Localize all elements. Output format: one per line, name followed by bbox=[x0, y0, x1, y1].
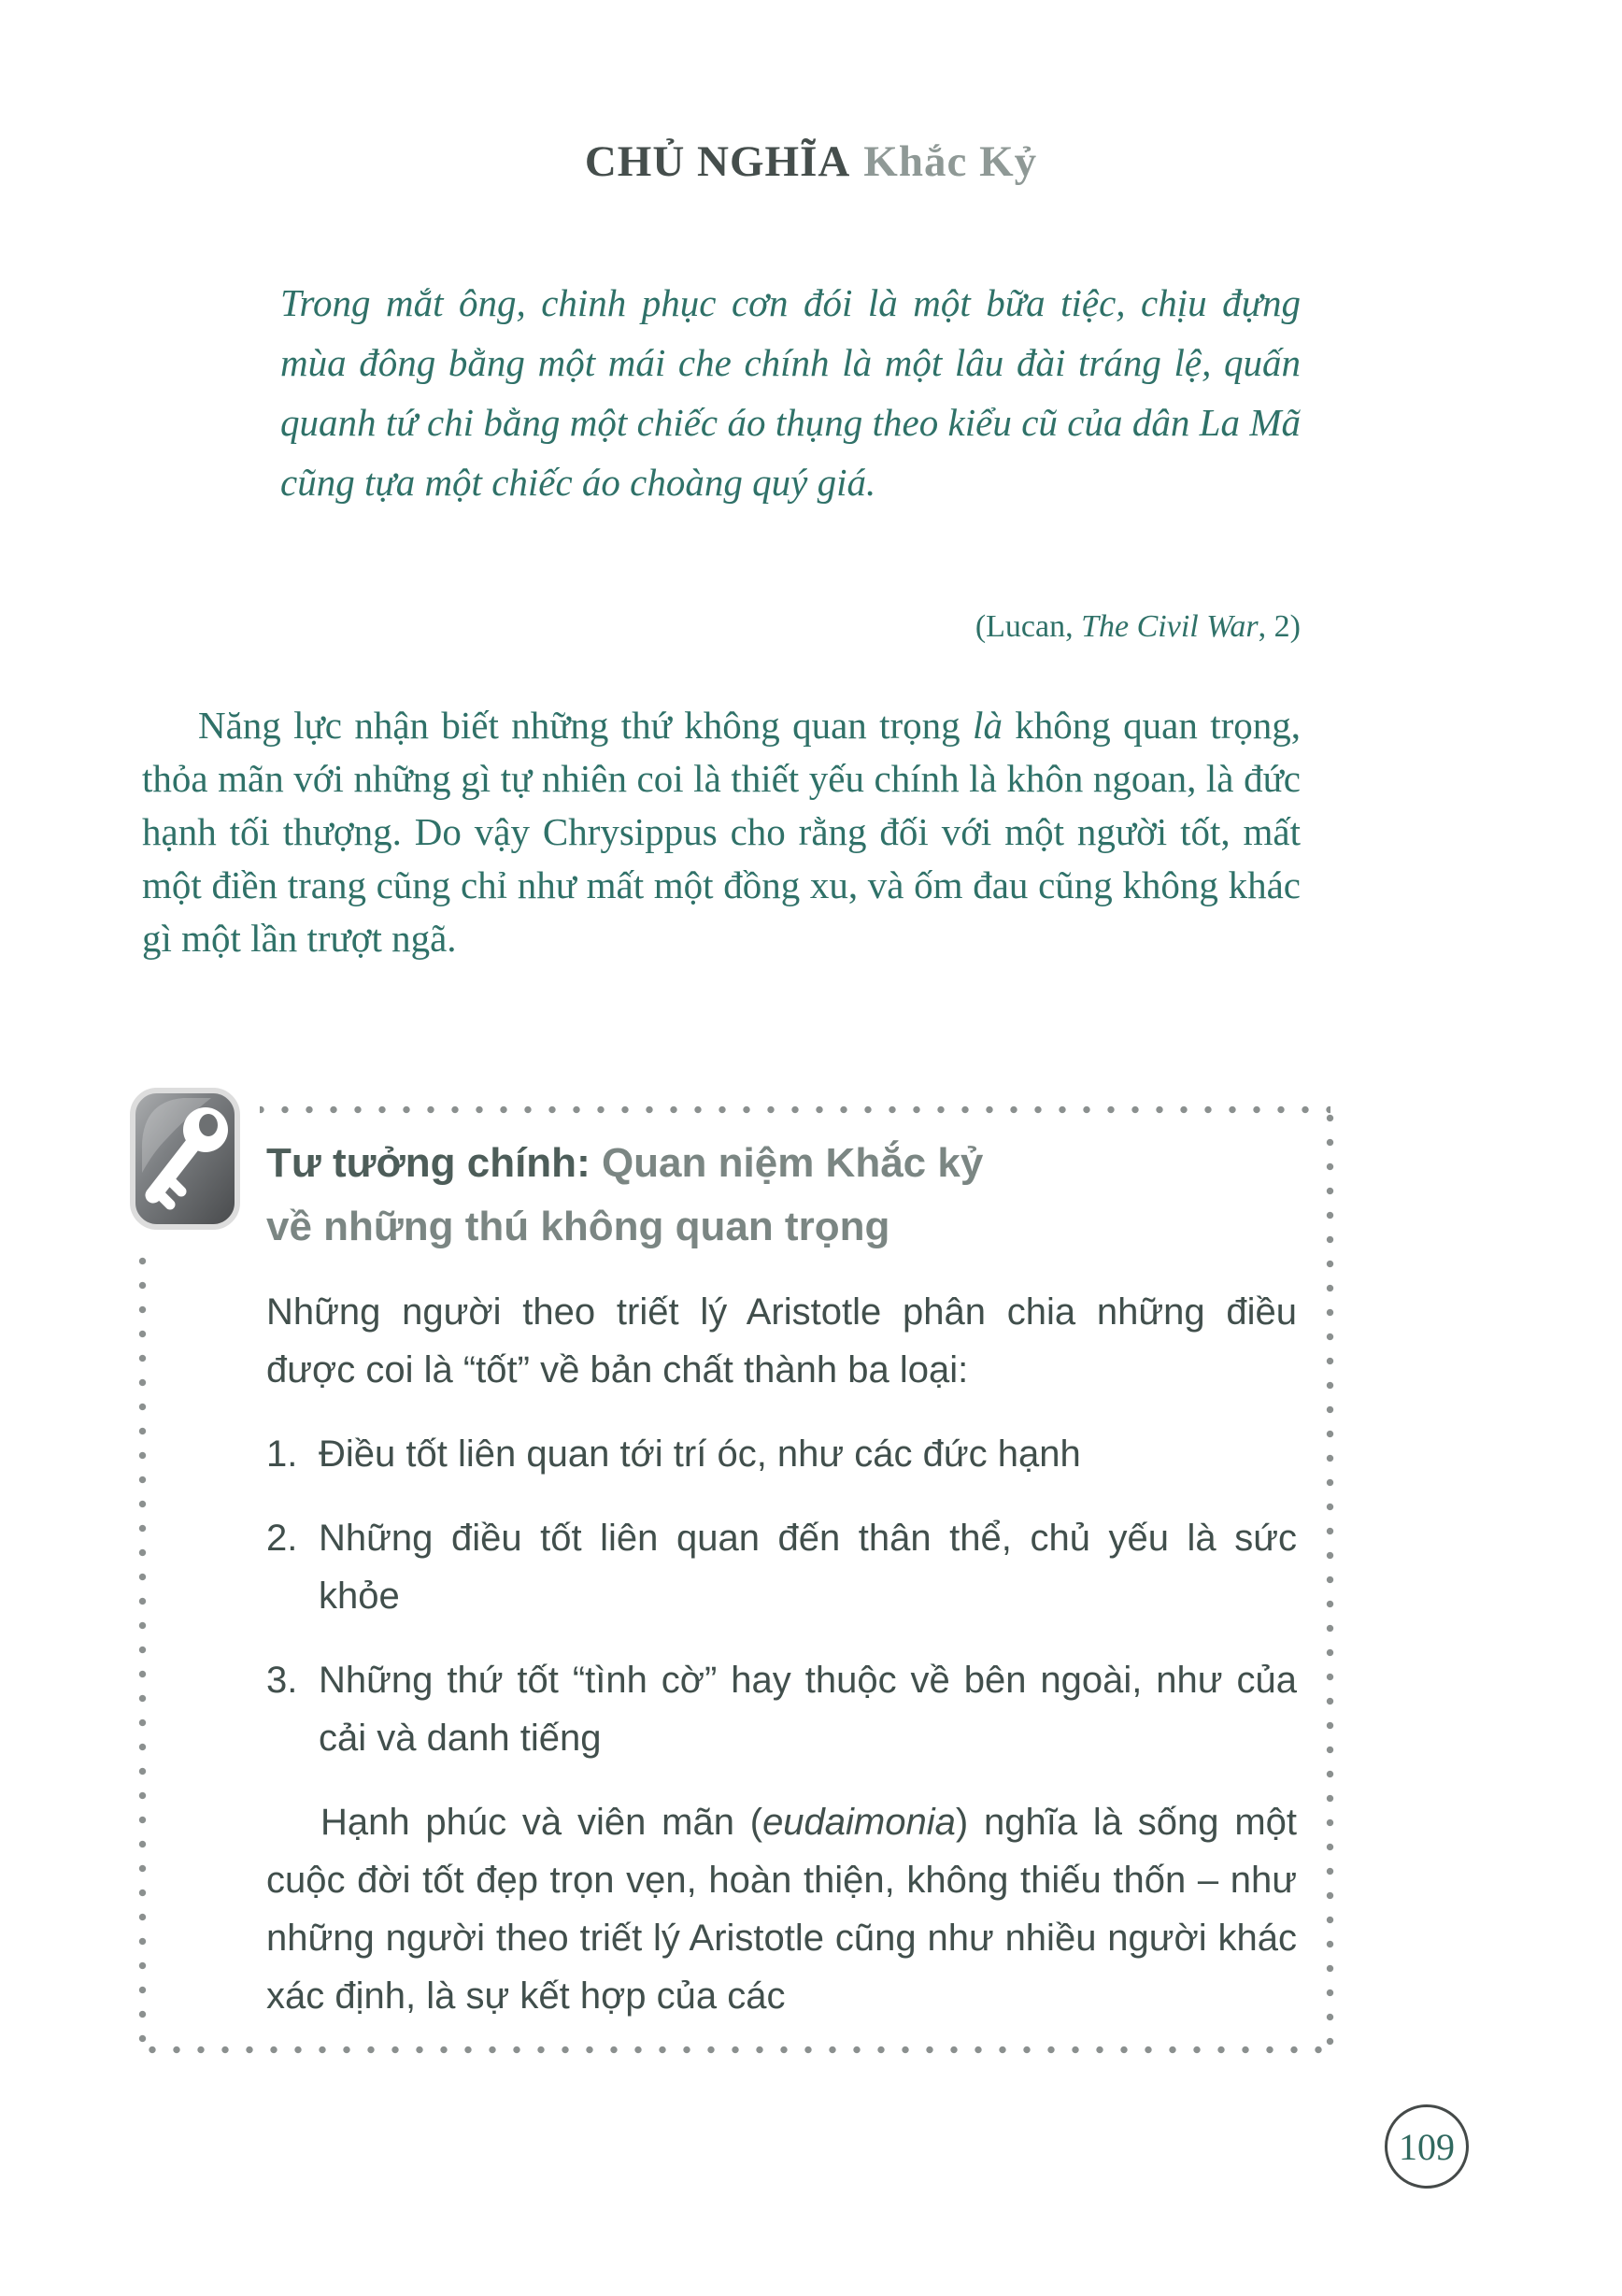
key-idea-conclusion-part2: ) nghĩa là sống một cuộc đời tốt đẹp trọn vẹn, hoàn thiện, không thiếu thốn – như những người theo triết lý Aristotle cũng như nhiều người khác xác định, là sự kết hợp của các bbox=[266, 1802, 1298, 2017]
key-idea-conclusion-italic: eudaimonia bbox=[762, 1802, 956, 1843]
chapter-title-main: CHỦ NGHĨA bbox=[584, 137, 851, 186]
page-number: 109 bbox=[1399, 2125, 1455, 2168]
list-item-text: Những điều tốt liên quan đến thân thể, chủ yếu là sức khỏe bbox=[319, 1518, 1297, 1617]
list-item-text: Những thứ tốt “tình cờ” hay thuộc về bên ngoài, như của cải và danh tiếng bbox=[319, 1660, 1297, 1759]
list-item bbox=[266, 1509, 1297, 1625]
quote-block bbox=[280, 273, 1301, 512]
quote-text: Trong mắt ông, chinh phục cơn đói là một bữa tiệc, chịu đựng mùa đông bằng một mái che chính là một lâu đài tráng lệ, quấn quanh tứ chi bằng một chiếc áo thụng theo kiểu cũ của dân La Mã cũng tựa một chiếc áo choàng quý giá. bbox=[280, 281, 1301, 504]
key-idea-heading-rest: Quan niệm Khắc kỷ bbox=[590, 1140, 984, 1186]
body-paragraph-part1: Năng lực nhận biết những thứ không quan trọng bbox=[198, 704, 974, 747]
key-idea-content bbox=[140, 1107, 1334, 2054]
key-idea-conclusion-part1: Hạnh phúc và viên mãn ( bbox=[320, 1802, 763, 1843]
key-idea-heading-line2: về những thú không quan trọng bbox=[266, 1204, 890, 1249]
list-item-number: 2. bbox=[266, 1518, 298, 1559]
list-item bbox=[266, 1425, 1297, 1483]
list-item-number: 3. bbox=[266, 1660, 298, 1701]
list-item-number: 1. bbox=[266, 1433, 298, 1475]
quote-attribution-prefix: (Lucan, bbox=[975, 609, 1082, 644]
chapter-title-accent: Khắc Kỷ bbox=[863, 137, 1038, 186]
key-idea-intro: Những người theo triết lý Aristotle phân chia những điều được coi là “tốt” về bản chất thành ba loại: bbox=[266, 1291, 1297, 1390]
page-number-badge bbox=[1385, 2104, 1469, 2189]
list-item-text: Điều tốt liên quan tới trí óc, như các đức hạnh bbox=[319, 1433, 1081, 1475]
body-paragraph-part2: không quan trọng, thỏa mãn với những gì tự nhiên coi là thiết yếu chính là khôn ngoan, là đức hạnh tối thượng. Do vậy Chrysippus cho rằng đối với một người tốt, mất một điền trang cũng chỉ như mất một đồng xu, và ốm đau cũng không khác gì một lần trượt ngã. bbox=[142, 704, 1301, 960]
key-idea-heading-bold: Tư tưởng chính: bbox=[266, 1140, 590, 1186]
quote-attribution bbox=[280, 609, 1301, 645]
body-paragraph bbox=[142, 699, 1301, 965]
quote-attribution-suffix: , 2) bbox=[1258, 609, 1301, 644]
chapter-title bbox=[0, 136, 1622, 187]
key-idea-conclusion bbox=[266, 1793, 1297, 2025]
body-paragraph-italic: là bbox=[973, 704, 1003, 747]
quote-attribution-work: The Civil War bbox=[1081, 609, 1259, 644]
key-idea-heading bbox=[266, 1132, 1297, 1259]
list-item bbox=[266, 1651, 1297, 1767]
key-idea-box bbox=[140, 1107, 1334, 2054]
key-idea-list bbox=[266, 1425, 1297, 1767]
